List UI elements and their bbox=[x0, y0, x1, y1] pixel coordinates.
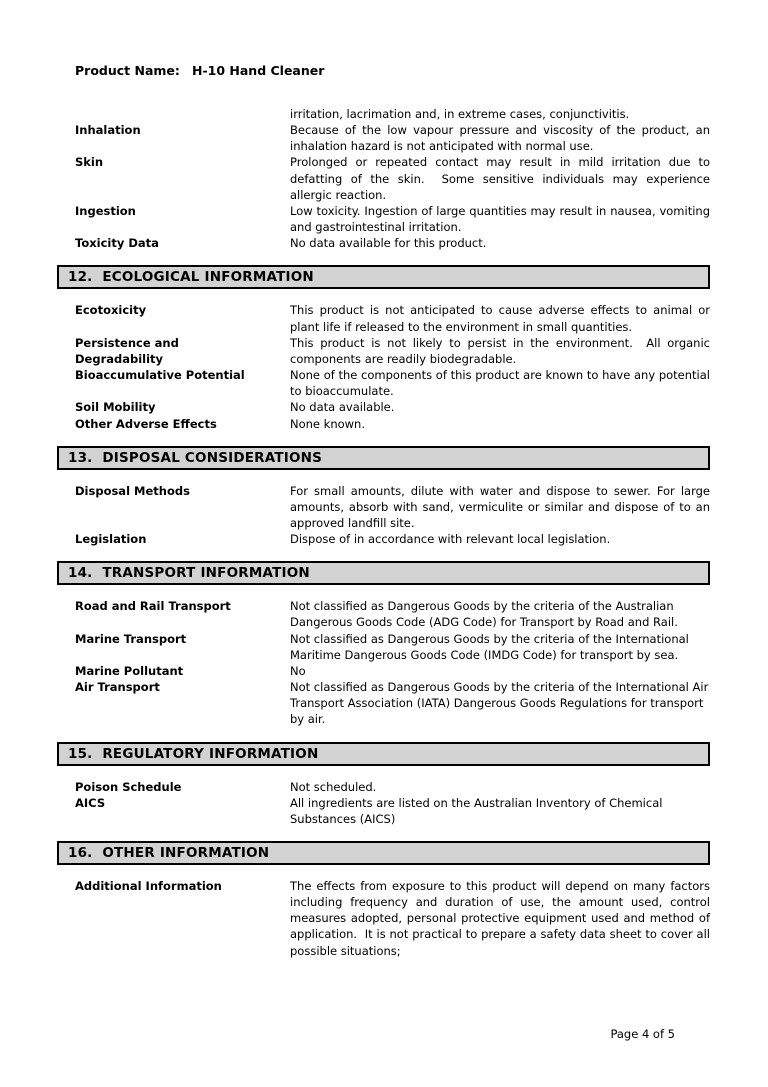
field-row bbox=[57, 598, 710, 630]
field-value: None of the components of this product are known to have any potential to bioaccumulate. bbox=[290, 368, 710, 399]
field-value: Low toxicity. Ingestion of large quantities may result in nausea, vomiting and gastrointestinal irritation. bbox=[290, 203, 710, 235]
field-value: Not classified as Dangerous Goods by the criteria of the Australian Dangerous Goods Code (ADG Code) for Transport by Road and Rail. bbox=[290, 599, 678, 630]
field-value: For small amounts, dilute with water and dispose to sewer. For large amounts, absorb with sand, vermiculite or similar and dispose of to an approved landfill site. bbox=[290, 483, 710, 530]
field-row bbox=[57, 679, 710, 727]
field-label: Poison Schedule bbox=[75, 779, 182, 794]
field-row bbox=[57, 795, 710, 827]
field-value: Prolonged or repeated contact may result in mild irritation due to defatting of the skin. Some sensitive individuals may experience allergic reaction. bbox=[290, 155, 710, 202]
field-label: Marine Pollutant bbox=[75, 663, 184, 678]
field-label: Ingestion bbox=[75, 203, 136, 218]
field-row bbox=[57, 631, 710, 663]
field-value: Not scheduled. bbox=[290, 779, 377, 794]
field-value: The effects from exposure to this product will depend on many factors including frequency and duration of use, the amount used, control measures adopted, personal protective equipment used and method of application. It is not practical to prepare a safety data sheet to cover all possible situations; bbox=[290, 879, 710, 958]
field-row bbox=[57, 335, 710, 367]
field-value: Dispose of in accordance with relevant local legislation. bbox=[290, 532, 611, 547]
section-header-16-other-information: 16. OTHER INFORMATION bbox=[57, 841, 710, 865]
field-row bbox=[57, 878, 710, 959]
field-value: No bbox=[290, 663, 306, 678]
page-number: Page 4 of 5 bbox=[610, 1027, 675, 1041]
field-value: Not classified as Dangerous Goods by the criteria of the International Maritime Dangerous Goods Code (IMDG Code) for transport by sea. bbox=[290, 631, 689, 662]
section-header-15-regulatory-information: 15. REGULATORY INFORMATION bbox=[57, 742, 710, 766]
field-label: AICS bbox=[75, 795, 106, 810]
field-value: All ingredients are listed on the Australian Inventory of Chemical Substances (AICS) bbox=[290, 795, 663, 826]
field-label: Other Adverse Effects bbox=[75, 416, 217, 431]
field-label: Marine Transport bbox=[75, 631, 187, 646]
product-name-label: Product Name: bbox=[75, 63, 180, 78]
field-label: Air Transport bbox=[75, 680, 160, 695]
field-row bbox=[57, 416, 710, 432]
field-label: Road and Rail Transport bbox=[75, 599, 231, 614]
field-label: Inhalation bbox=[75, 123, 141, 138]
field-value: Not classified as Dangerous Goods by the criteria of the International Air Transport Association (IATA) Dangerous Goods Regulations for transport by air. bbox=[290, 680, 709, 727]
field-row bbox=[57, 302, 710, 334]
field-label: Additional Information bbox=[75, 879, 222, 893]
field-row bbox=[57, 367, 710, 399]
section-header-12-ecological-information: 12. ECOLOGICAL INFORMATION bbox=[57, 265, 710, 289]
field-label: Bioaccumulative Potential bbox=[75, 368, 245, 383]
field-row bbox=[57, 122, 710, 154]
field-row bbox=[57, 399, 710, 415]
field-row bbox=[57, 154, 710, 202]
field-row bbox=[57, 235, 710, 251]
field-row bbox=[57, 531, 710, 547]
product-name-value: H-10 Hand Cleaner bbox=[192, 63, 325, 78]
field-row bbox=[57, 779, 710, 795]
field-row bbox=[57, 663, 710, 679]
field-value: Because of the low vapour pressure and viscosity of the product, an inhalation hazard is not anticipated with normal use. bbox=[290, 123, 710, 154]
field-label: Skin bbox=[75, 155, 104, 170]
field-value: This product is not anticipated to cause adverse effects to animal or plant life if released to the environment in small quantities. bbox=[290, 303, 710, 334]
field-label: Ecotoxicity bbox=[75, 303, 147, 318]
field-value: No data available for this product. bbox=[290, 236, 487, 251]
field-value: No data available. bbox=[290, 400, 395, 415]
field-row bbox=[57, 106, 710, 122]
field-label: Legislation bbox=[75, 532, 147, 547]
field-label: Toxicity Data bbox=[75, 236, 159, 251]
field-label: Disposal Methods bbox=[75, 483, 190, 498]
field-value: This product is not likely to persist in the environment. All organic components are readily biodegradable. bbox=[290, 335, 710, 366]
field-value: None known. bbox=[290, 416, 365, 431]
field-row bbox=[57, 203, 710, 235]
section-header-14-transport-information: 14. TRANSPORT INFORMATION bbox=[57, 561, 710, 585]
field-value: irritation, lacrimation and, in extreme cases, conjunctivitis. bbox=[290, 107, 630, 121]
field-label bbox=[75, 106, 290, 122]
section-header-13-disposal-considerations: 13. DISPOSAL CONSIDERATIONS bbox=[57, 446, 710, 470]
field-row bbox=[57, 483, 710, 531]
field-label: Soil Mobility bbox=[75, 400, 156, 415]
product-name-row bbox=[75, 62, 710, 79]
field-label: Persistence and Degradability bbox=[75, 335, 179, 366]
